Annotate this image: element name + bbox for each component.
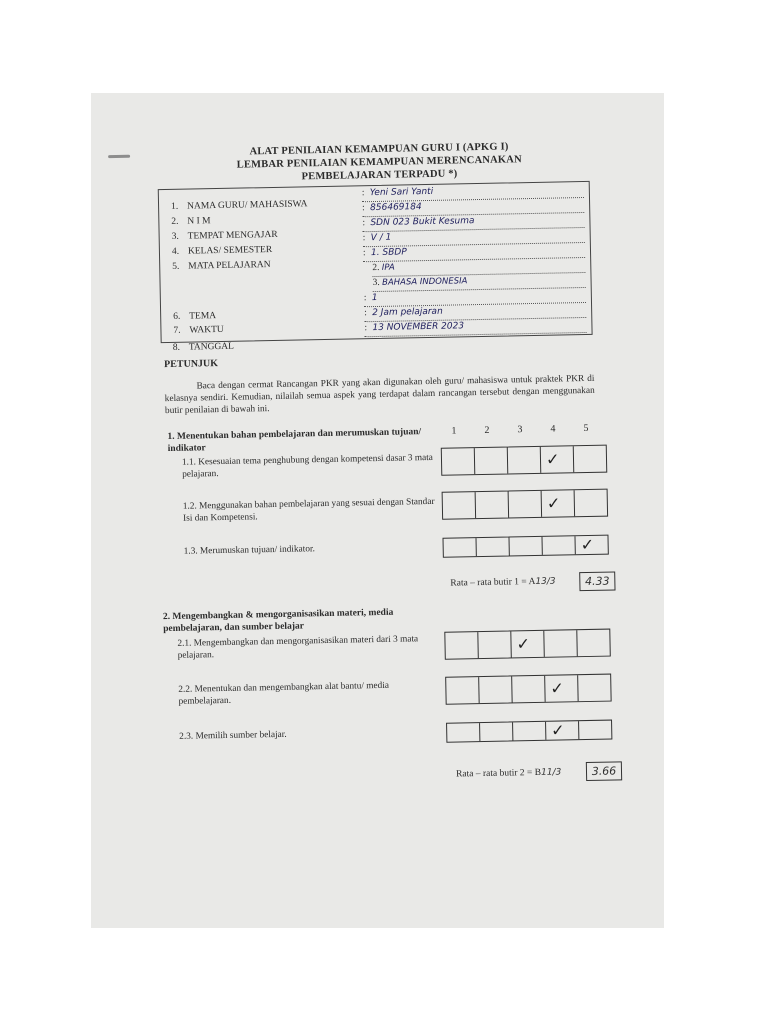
section-1-heading: 1. Menentukan bahan pembelajaran dan merumuskan tujuan/ indikator: [167, 427, 422, 455]
score-cell-4[interactable]: [546, 721, 579, 740]
score-cell-2[interactable]: [479, 676, 512, 703]
rata-rata-1-value: 4.33: [579, 571, 615, 591]
item-2-2: 2.2. Menentukan dan mengembangkan alat bantu/ media pembelajaran.: [178, 680, 390, 707]
score-grid-1-1: [441, 445, 608, 476]
score-cell-1[interactable]: [443, 492, 476, 519]
score-grid-2-2: [445, 674, 612, 705]
score-grid-2-1: [444, 629, 611, 660]
identity-value-mapel-3: 3. BAHASA INDONESIA: [372, 274, 585, 292]
score-cell-2[interactable]: [478, 631, 511, 658]
scale-4: 4: [550, 423, 556, 435]
form-title: [194, 139, 565, 185]
identity-row-waktu: 7. WAKTU: [173, 324, 224, 336]
scale-header: [447, 422, 617, 437]
item-2-1: 2.1. Mengembangkan dan mengorganisasikan materi dari 3 mata pelajaran.: [177, 634, 419, 661]
rata-rata-1-label: Rata – rata butir 1 = A13/3: [450, 576, 556, 589]
rata-rata-2-value: 3.66: [586, 761, 622, 781]
score-cell-3[interactable]: [508, 447, 541, 474]
item-1-3: 1.3. Merumuskan tujuan/ indikator.: [183, 544, 315, 557]
form-sheet: [91, 93, 664, 928]
score-cell-3[interactable]: [509, 537, 542, 556]
item-1-1: 1.1. Kesesuaian tema penghubung dengan kompetensi dasar 3 mata pelajaran.: [181, 452, 434, 480]
form-photo: [91, 93, 664, 928]
score-cell-4[interactable]: [542, 490, 575, 517]
score-cell-5[interactable]: [575, 490, 607, 517]
petunjuk-text: Baca dengan cermat Rancangan PKR yang akan digunakan oleh guru/ mahasiswa untuk praktek PKR di kelasnya sendiri. Kemudian, nilailah semua aspek yang terdapat dalam rancangan tersebut dengan menggunakan butir penilaian di bawah ini.: [164, 373, 595, 417]
item-1-2: 1.2. Menggunakan bahan pembelajaran yang sesuai dengan Standar Isi dan Kompetensi.: [182, 496, 435, 524]
identity-value-tempat: : SDN 023 Bukit Kesuma: [362, 214, 584, 232]
identity-row-nim: 2. N I M: [171, 216, 211, 227]
score-cell-4[interactable]: [542, 536, 575, 555]
score-cell-1[interactable]: [447, 723, 480, 742]
identity-row-mapel: 5. MATA PELAJARAN: [172, 260, 271, 272]
score-cell-3[interactable]: [512, 676, 545, 703]
identity-row-tema: 6. TEMA: [173, 311, 217, 322]
rata-rata-2-label: Rata – rata butir 2 = B11/3: [455, 767, 562, 780]
score-grid-1-2: [442, 489, 609, 520]
rata-rata-2-calc: 11/3: [540, 767, 562, 778]
score-cell-1[interactable]: [442, 448, 475, 475]
score-cell-2[interactable]: [475, 447, 508, 474]
check-mark-icon: ✓: [580, 534, 595, 555]
item-2-3: 2.3. Memilih sumber belajar.: [179, 729, 287, 742]
scale-1: 1: [451, 425, 457, 437]
score-cell-3[interactable]: [513, 722, 546, 741]
score-cell-5[interactable]: [574, 446, 606, 473]
check-mark-icon: ✓: [550, 678, 564, 698]
score-cell-1[interactable]: [444, 538, 477, 557]
score-cell-2[interactable]: [480, 722, 513, 741]
score-cell-5[interactable]: [578, 675, 610, 702]
identity-value-tanggal: : 13 NOVEMBER 2023: [364, 319, 586, 337]
score-grid-2-3: [446, 720, 612, 743]
identity-value-nim: : 856469184: [362, 199, 584, 217]
rata-rata-1-calc: 13/3: [535, 576, 556, 587]
check-mark-icon: ✓: [551, 720, 565, 740]
section-2-heading: 2. Mengembangkan & mengorganisasikan materi, media pembelajaran, dan sumber belajar: [162, 607, 394, 635]
identity-value-name: : Yeni Sari Yanti: [362, 184, 584, 202]
scale-5: 5: [583, 422, 589, 435]
score-grid-1-3: [442, 535, 608, 558]
score-cell-2[interactable]: [477, 537, 510, 556]
identity-value-kelas: : V / 1: [363, 229, 585, 247]
identity-value-waktu: : 2 Jam pelajaran: [364, 304, 586, 322]
identity-row-name: 1. NAMA GURU/ MAHASISWA: [170, 199, 308, 212]
scale-2: 2: [484, 424, 490, 436]
score-cell-3[interactable]: [511, 631, 544, 658]
staple-mark: [108, 155, 130, 158]
identity-value-mapel-1: : 1. SBDP: [363, 244, 585, 262]
score-cell-3[interactable]: [509, 491, 542, 518]
score-cell-4[interactable]: [545, 675, 578, 702]
score-cell-5[interactable]: [575, 536, 607, 555]
score-cell-5[interactable]: [579, 721, 611, 740]
identity-box: [158, 181, 593, 343]
identity-row-tanggal-label: 8. TANGGAL: [172, 341, 235, 353]
score-cell-1[interactable]: [446, 677, 479, 704]
check-mark-icon: ✓: [516, 634, 531, 654]
identity-value-tema: : 1: [364, 289, 586, 307]
petunjuk-heading: PETUNJUK: [164, 358, 219, 371]
score-cell-2[interactable]: [476, 491, 509, 518]
score-cell-5[interactable]: [577, 630, 609, 657]
title-line-2: LEMBAR PENILAIAN KEMAMPUAN MERENCANAKAN: [236, 154, 522, 171]
title-line-1: ALAT PENILAIAN KEMAMPUAN GURU I (APKG I): [249, 141, 509, 158]
score-cell-4[interactable]: [544, 630, 577, 657]
title-line-3: PEMBELAJARAN TERPADU *): [301, 168, 458, 183]
check-mark-icon: ✓: [546, 493, 561, 513]
scale-3: 3: [517, 424, 523, 436]
check-mark-icon: ✓: [545, 449, 560, 469]
identity-row-kelas: 4. KELAS/ SEMESTER: [171, 244, 273, 257]
score-cell-4[interactable]: [541, 446, 574, 473]
identity-row-tempat: 3. TEMPAT MENGAJAR: [171, 229, 278, 242]
identity-value-mapel-2: 2. IPA: [372, 259, 585, 277]
score-cell-1[interactable]: [445, 632, 478, 659]
